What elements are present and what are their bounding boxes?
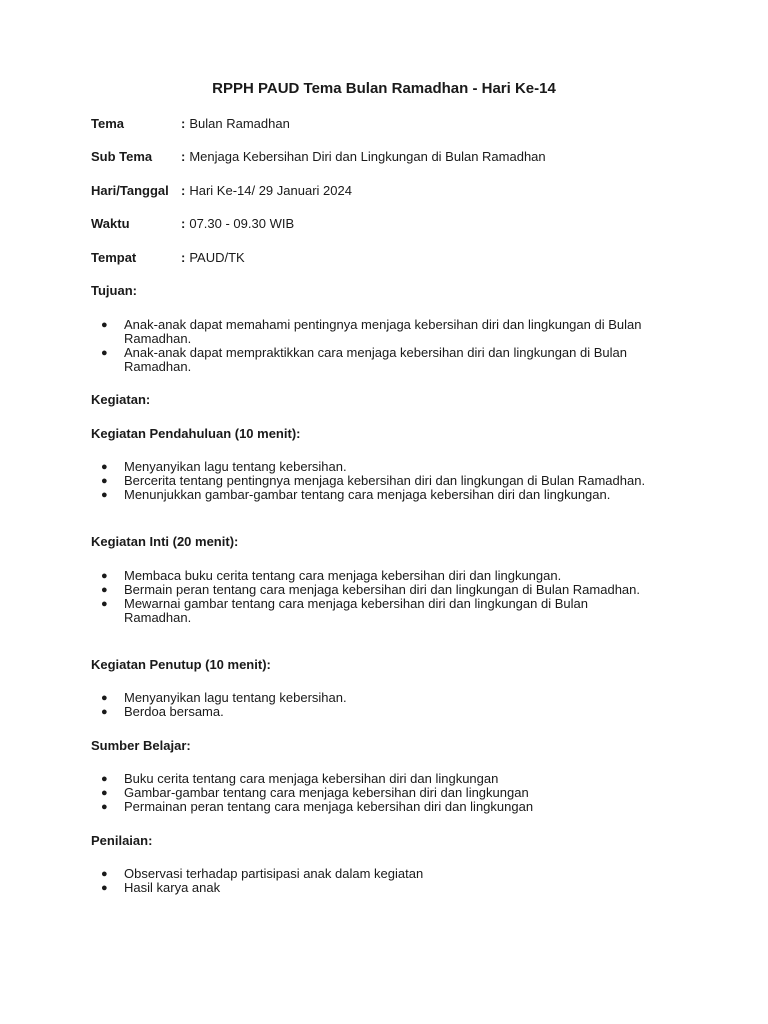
bullet-icon: ● bbox=[101, 475, 108, 487]
tujuan-list bbox=[91, 318, 651, 374]
list-item-text: Bermain peran tentang cara menjaga kebersihan diri dan lingkungan di Bulan Ramadhan. bbox=[124, 582, 641, 597]
penilaian-list bbox=[91, 867, 651, 895]
meta-value: PAUD/TK bbox=[189, 250, 245, 265]
section-heading-penilaian: Penilaian: bbox=[91, 833, 153, 848]
bullet-icon: ● bbox=[101, 319, 108, 331]
meta-label: Hari/Tanggal bbox=[91, 183, 169, 198]
list-item-text: Bercerita tentang pentingnya menjaga kebersihan diri dan lingkungan di Bulan Ramadhan. bbox=[124, 473, 646, 488]
meta-label: Waktu bbox=[91, 216, 130, 231]
meta-separator: : bbox=[181, 216, 186, 231]
list-item bbox=[91, 488, 651, 502]
sumber-list bbox=[91, 772, 651, 814]
section-heading-penutup: Kegiatan Penutup (10 menit): bbox=[91, 657, 271, 672]
bullet-icon: ● bbox=[101, 773, 108, 785]
list-item-text: Menyanyikan lagu tentang kebersihan. bbox=[124, 690, 347, 705]
list-item bbox=[91, 318, 651, 346]
list-item bbox=[91, 460, 651, 474]
list-item-text: Gambar-gambar tentang cara menjaga kebersihan diri dan lingkungan bbox=[124, 785, 529, 800]
penutup-list bbox=[91, 691, 651, 719]
section-heading-inti: Kegiatan Inti (20 menit): bbox=[91, 534, 239, 549]
inti-list bbox=[91, 569, 651, 625]
meta-separator: : bbox=[181, 116, 186, 131]
list-item bbox=[91, 786, 651, 800]
list-item-text: Mewarnai gambar tentang cara menjaga kebersihan diri dan lingkungan di Bulan Ramadhan. bbox=[124, 596, 588, 625]
meta-row-waktu bbox=[91, 216, 294, 231]
pendahuluan-list bbox=[91, 460, 651, 502]
list-item-text: Buku cerita tentang cara menjaga kebersihan diri dan lingkungan bbox=[124, 771, 499, 786]
list-item bbox=[91, 346, 651, 374]
list-item-text: Anak-anak dapat mempraktikkan cara menjaga kebersihan diri dan lingkungan di Bulan Ramadhan. bbox=[124, 345, 627, 374]
list-item bbox=[91, 800, 651, 814]
bullet-icon: ● bbox=[101, 584, 108, 596]
meta-row-tema bbox=[91, 116, 290, 131]
meta-label: Sub Tema bbox=[91, 149, 153, 164]
bullet-icon: ● bbox=[101, 787, 108, 799]
meta-value: Hari Ke-14/ 29 Januari 2024 bbox=[189, 183, 352, 198]
list-item bbox=[91, 772, 651, 786]
section-heading-pendahuluan: Kegiatan Pendahuluan (10 menit): bbox=[91, 426, 301, 441]
meta-value: Bulan Ramadhan bbox=[189, 116, 290, 131]
bullet-icon: ● bbox=[101, 706, 108, 718]
meta-separator: : bbox=[181, 250, 186, 265]
bullet-icon: ● bbox=[101, 868, 108, 880]
bullet-icon: ● bbox=[101, 882, 108, 894]
section-heading-tujuan: Tujuan: bbox=[91, 283, 137, 298]
meta-label: Tempat bbox=[91, 250, 137, 265]
meta-value: 07.30 - 09.30 WIB bbox=[189, 216, 295, 231]
list-item-text: Anak-anak dapat memahami pentingnya menjaga kebersihan diri dan lingkungan di Bulan Ramadhan. bbox=[124, 317, 642, 346]
meta-value: Menjaga Kebersihan Diri dan Lingkungan di Bulan Ramadhan bbox=[189, 149, 546, 164]
list-item-text: Hasil karya anak bbox=[124, 880, 221, 895]
list-item-text: Menunjukkan gambar-gambar tentang cara menjaga kebersihan diri dan lingkungan. bbox=[124, 487, 611, 502]
list-item bbox=[91, 597, 651, 625]
bullet-icon: ● bbox=[101, 598, 108, 610]
list-item bbox=[91, 583, 651, 597]
list-item bbox=[91, 691, 651, 705]
list-item bbox=[91, 569, 651, 583]
list-item-text: Permainan peran tentang cara menjaga kebersihan diri dan lingkungan bbox=[124, 799, 534, 814]
section-heading-kegiatan: Kegiatan: bbox=[91, 392, 151, 407]
meta-separator: : bbox=[181, 183, 186, 198]
list-item bbox=[91, 881, 651, 895]
bullet-icon: ● bbox=[101, 692, 108, 704]
meta-row-hari-tanggal bbox=[91, 183, 352, 198]
list-item bbox=[91, 867, 651, 881]
meta-label: Tema bbox=[91, 116, 124, 131]
bullet-icon: ● bbox=[101, 489, 108, 501]
document-title: RPPH PAUD Tema Bulan Ramadhan - Hari Ke-14 bbox=[212, 80, 556, 97]
section-heading-sumber-belajar: Sumber Belajar: bbox=[91, 738, 191, 753]
meta-separator: : bbox=[181, 149, 186, 164]
list-item-text: Observasi terhadap partisipasi anak dalam kegiatan bbox=[124, 866, 424, 881]
bullet-icon: ● bbox=[101, 461, 108, 473]
list-item bbox=[91, 474, 651, 488]
list-item bbox=[91, 705, 651, 719]
bullet-icon: ● bbox=[101, 347, 108, 359]
list-item-text: Membaca buku cerita tentang cara menjaga kebersihan diri dan lingkungan. bbox=[124, 568, 562, 583]
bullet-icon: ● bbox=[101, 570, 108, 582]
bullet-icon: ● bbox=[101, 801, 108, 813]
list-item-text: Menyanyikan lagu tentang kebersihan. bbox=[124, 459, 347, 474]
list-item-text: Berdoa bersama. bbox=[124, 704, 224, 719]
meta-row-tempat bbox=[91, 250, 245, 265]
meta-row-sub-tema bbox=[91, 149, 546, 164]
